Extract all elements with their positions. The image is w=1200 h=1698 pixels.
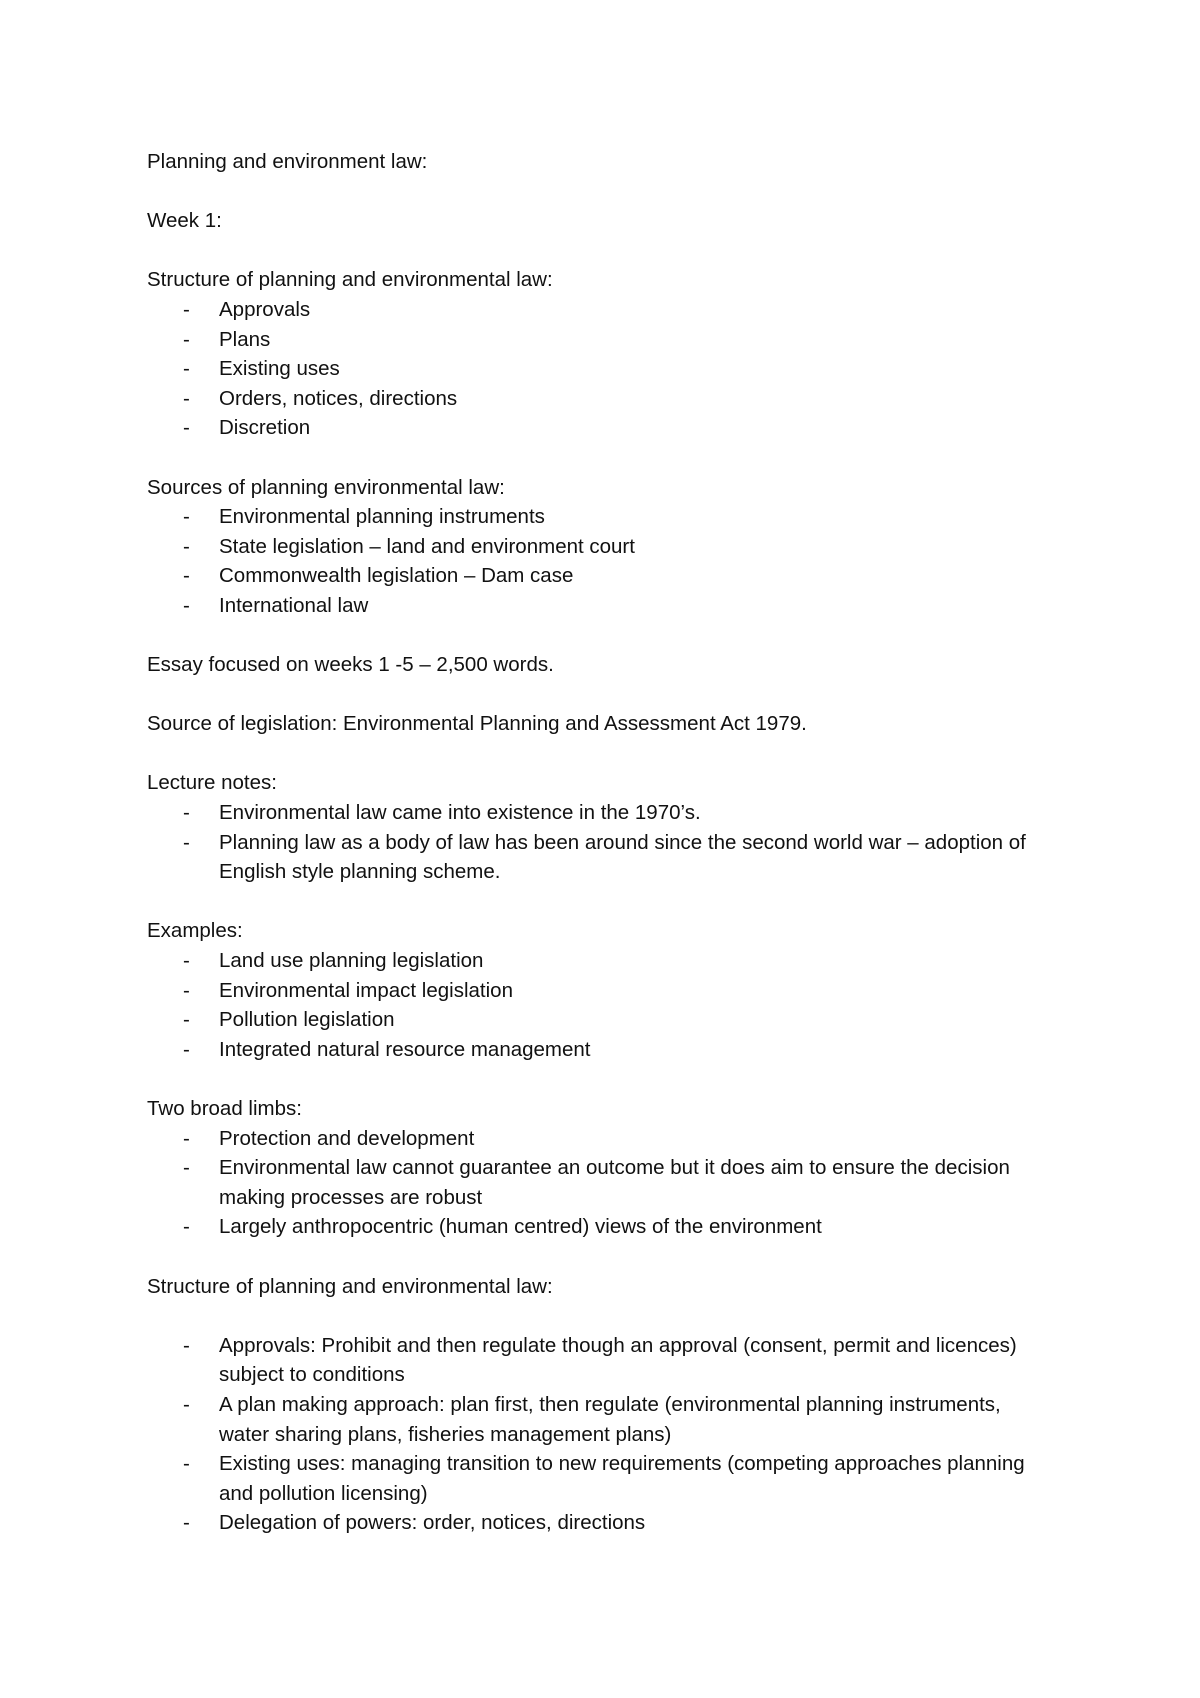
lecture-notes-list — [147, 798, 1047, 887]
dash-bullet: - — [183, 1333, 190, 1357]
dash-bullet: - — [183, 1392, 190, 1416]
list-item: - International law — [147, 591, 1047, 621]
list-item: - Existing uses: managing transition to new requirements (competing approaches planning and pollution licensing) — [147, 1449, 1047, 1508]
list-item: - Pollution legislation — [147, 1005, 1047, 1035]
list-item: - Integrated natural resource management — [147, 1035, 1047, 1065]
dash-bullet: - — [183, 1037, 190, 1061]
dash-bullet: - — [183, 978, 190, 1002]
dash-bullet: - — [183, 1452, 190, 1476]
dash-bullet: - — [183, 1126, 190, 1150]
spacer — [147, 1064, 1047, 1094]
week-heading: Week 1: — [147, 209, 222, 233]
dash-bullet: - — [183, 830, 190, 854]
structure-list — [147, 295, 1047, 443]
list-item: - State legislation – land and environment court — [147, 532, 1047, 562]
list-item: - Commonwealth legislation – Dam case — [147, 561, 1047, 591]
dash-bullet: - — [183, 357, 190, 381]
list-item: - Largely anthropocentric (human centred) views of the environment — [147, 1212, 1047, 1242]
spacer — [147, 739, 1047, 769]
spacer — [147, 621, 1047, 651]
section-heading: Examples: — [147, 919, 243, 943]
dash-bullet: - — [183, 564, 190, 588]
legislation-source: Source of legislation: Environmental Planning and Assessment Act 1979. — [147, 712, 807, 736]
section-heading: Lecture notes: — [147, 771, 277, 795]
dash-bullet: - — [183, 949, 190, 973]
document-title: Planning and environment law: — [147, 150, 428, 173]
list-item: - Approvals — [147, 295, 1047, 325]
sources-list — [147, 502, 1047, 620]
spacer — [147, 887, 1047, 917]
section-heading: Structure of planning and environmental law: — [147, 268, 553, 292]
list-item: - Environmental law cannot guarantee an outcome but it does aim to ensure the decision making processes are robust — [147, 1153, 1047, 1212]
spacer — [147, 177, 1047, 207]
list-item: - Approvals: Prohibit and then regulate though an approval (consent, permit and licences) subject to conditions — [147, 1331, 1047, 1390]
list-item: - Orders, notices, directions — [147, 384, 1047, 414]
spacer — [147, 1242, 1047, 1272]
spacer — [147, 1301, 1047, 1331]
document-page — [147, 147, 1047, 1538]
list-item: - Protection and development — [147, 1124, 1047, 1154]
dash-bullet: - — [183, 1215, 190, 1239]
list-item: - Environmental planning instruments — [147, 502, 1047, 532]
dash-bullet: - — [183, 386, 190, 410]
list-item: - Existing uses — [147, 354, 1047, 384]
list-item: - Environmental impact legislation — [147, 976, 1047, 1006]
section-heading: Sources of planning environmental law: — [147, 475, 505, 499]
list-item: - Discretion — [147, 413, 1047, 443]
dash-bullet: - — [183, 505, 190, 529]
list-item: - Plans — [147, 325, 1047, 355]
spacer — [147, 443, 1047, 473]
list-item: - Environmental law came into existence in the 1970’s. — [147, 798, 1047, 828]
list-item: - Land use planning legislation — [147, 946, 1047, 976]
spacer — [147, 236, 1047, 266]
dash-bullet: - — [183, 297, 190, 321]
spacer — [147, 680, 1047, 710]
dash-bullet: - — [183, 416, 190, 440]
list-item: - Delegation of powers: order, notices, directions — [147, 1508, 1047, 1538]
list-item: - A plan making approach: plan first, then regulate (environmental planning instruments, water sharing plans, fisheries management plans) — [147, 1390, 1047, 1449]
dash-bullet: - — [183, 1008, 190, 1032]
list-item: - Planning law as a body of law has been around since the second world war – adoption of English style planning scheme. — [147, 828, 1047, 887]
structure-detail-list — [147, 1331, 1047, 1538]
dash-bullet: - — [183, 534, 190, 558]
two-limbs-list — [147, 1124, 1047, 1242]
section-heading: Two broad limbs: — [147, 1097, 302, 1120]
section-heading: Structure of planning and environmental law: — [147, 1274, 553, 1298]
dash-bullet: - — [183, 1511, 190, 1535]
dash-bullet: - — [183, 801, 190, 825]
dash-bullet: - — [183, 327, 190, 351]
essay-note: Essay focused on weeks 1 -5 – 2,500 words. — [147, 653, 554, 677]
dash-bullet: - — [183, 1156, 190, 1180]
examples-list — [147, 946, 1047, 1064]
dash-bullet: - — [183, 593, 190, 617]
